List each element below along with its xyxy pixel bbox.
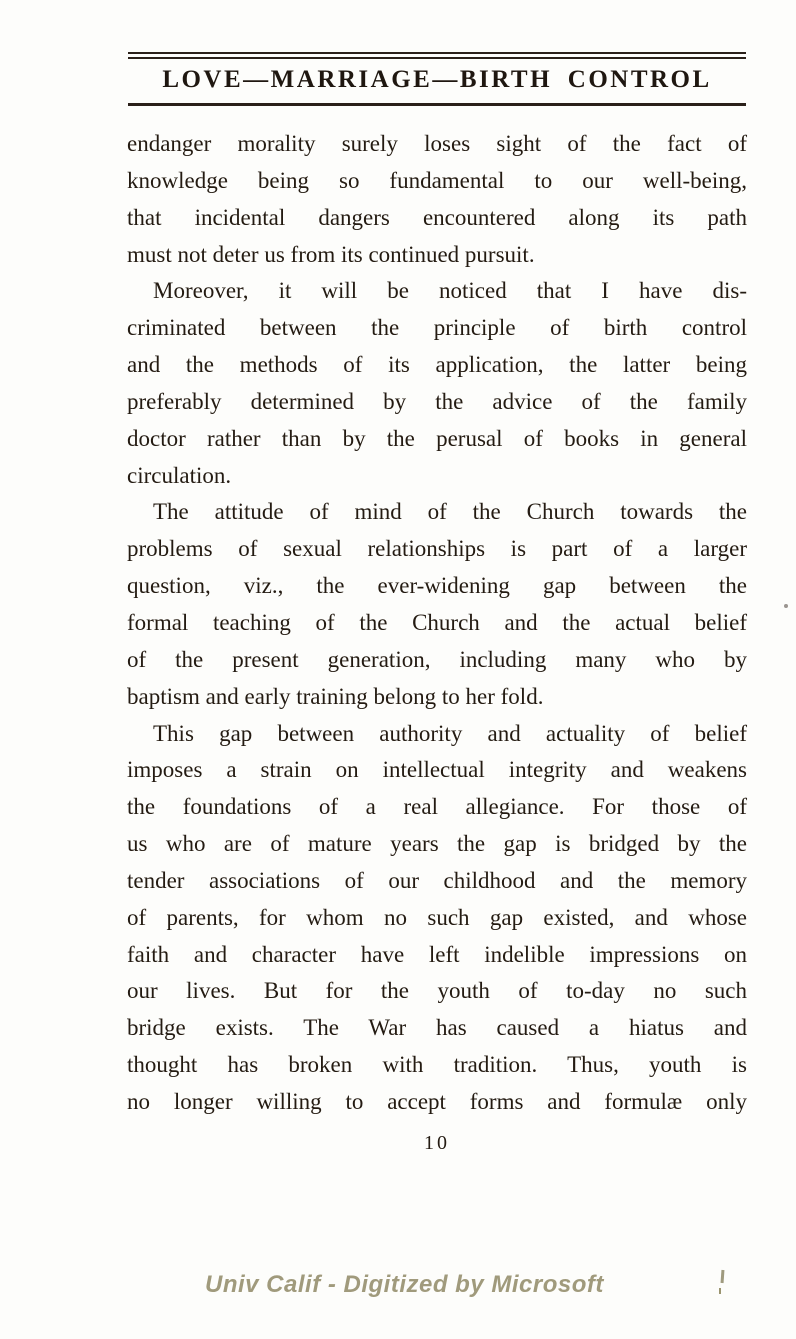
page-number: 10 [424,1132,450,1154]
text-line: problems of sexual relationships is part of a larger [127,536,747,562]
scan-artifact [721,1270,725,1283]
header-rule-single [128,103,746,106]
text-line: and the methods of its application, the latter being [127,352,747,378]
text-line: The attitude of mind of the Church towards the [153,499,747,525]
text-line: Moreover, it will be noticed that I have dis- [153,278,747,304]
text-line: formal teaching of the Church and the actual belief [127,609,747,635]
text-line: must not deter us from its continued pursuit. [127,241,535,267]
text-line: of parents, for whom no such gap existed, and whose [127,904,747,930]
text-line: faith and character have left indelible impressions on [127,941,747,967]
text-line: that incidental dangers encountered along its path [127,204,747,230]
text-line: the foundations of a real allegiance. For those of [127,794,747,820]
scan-artifact [784,604,788,608]
text-line: our lives. But for the youth of to-day no such [127,978,747,1004]
text-line: knowledge being so fundamental to our well-being, [127,167,747,193]
text-line: criminated between the principle of birth control [127,315,747,341]
text-line: imposes a strain on intellectual integrity and weakens [127,757,747,783]
text-line: no longer willing to accept forms and formulæ only [127,1088,747,1114]
text-line: thought has broken with tradition. Thus, youth is [127,1052,747,1078]
running-head: LOVE—MARRIAGE—BIRTH CONTROL [162,66,712,93]
text-line: baptism and early training belong to her fold. [127,683,544,709]
text-line: bridge exists. The War has caused a hiatus and [127,1015,747,1041]
text-line: preferably determined by the advice of the family [127,388,747,414]
text-line: tender associations of our childhood and the memory [127,867,747,893]
text-line: of the present generation, including many who by [127,646,747,672]
scan-artifact [719,1288,721,1294]
text-line: us who are of mature years the gap is bridged by the [127,831,747,857]
text-line: question, viz., the ever-widening gap between the [127,573,747,599]
text-line: doctor rather than by the perusal of books in general [127,425,747,451]
header-rule-double [128,52,746,59]
page-body [127,126,747,1121]
text-line: This gap between authority and actuality of belief [153,720,747,746]
digitization-watermark: Univ Calif - Digitized by Microsoft [205,1271,604,1298]
text-line: circulation. [127,462,232,488]
text-line: endanger morality surely loses sight of the fact of [127,131,747,156]
